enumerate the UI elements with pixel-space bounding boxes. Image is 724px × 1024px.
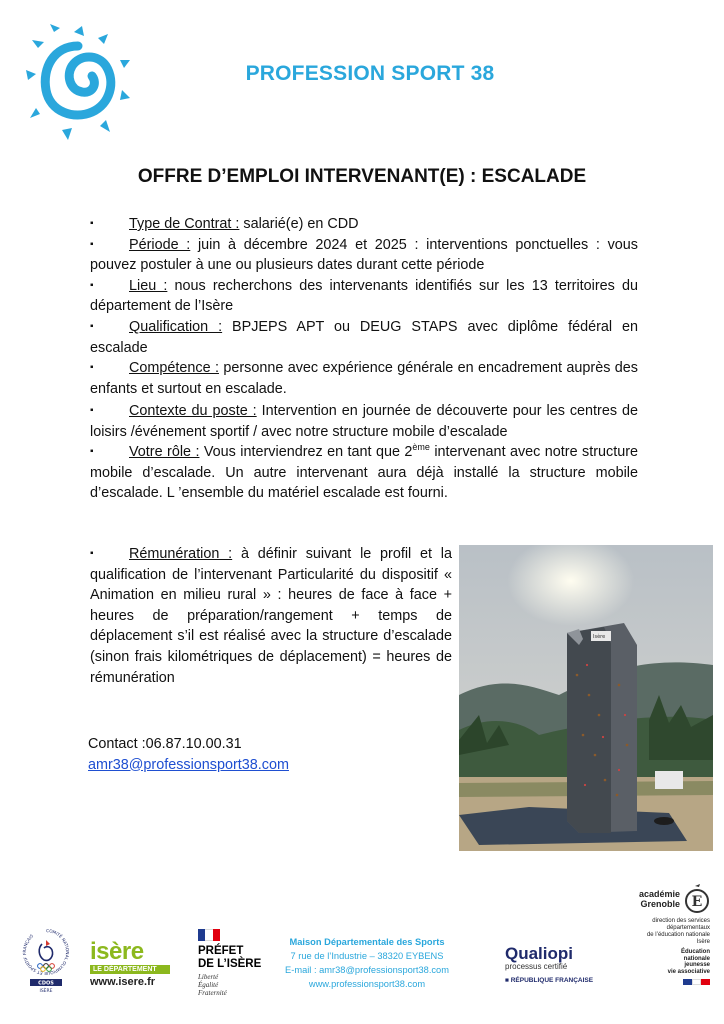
item-label: Contexte du poste : bbox=[129, 403, 257, 419]
item-text: nous recherchons des intervenants identifiés sur les 13 territoires du département de l’Isère bbox=[90, 277, 638, 315]
svg-text:E: E bbox=[691, 894, 703, 910]
climbing-wall-photo bbox=[459, 545, 713, 851]
period-item bbox=[90, 235, 638, 276]
academie-e-icon bbox=[684, 884, 710, 914]
profession-sport-logo bbox=[26, 24, 136, 142]
address-name: Maison Départementale des Sports bbox=[289, 937, 445, 947]
item-label: Compétence : bbox=[129, 360, 219, 377]
cdos-isere-logo bbox=[16, 924, 76, 994]
item-text: personne avec expérience générale en encadrement auprès des enfants et surtout en escalade. bbox=[90, 360, 638, 397]
context-item bbox=[90, 401, 638, 442]
item-label: Lieu : bbox=[129, 277, 168, 294]
academie-line2: Grenoble bbox=[640, 899, 680, 909]
role-item bbox=[90, 442, 638, 504]
qualiopi-sub: processus certifié bbox=[505, 962, 568, 971]
academie-grenoble-logo bbox=[610, 884, 710, 985]
item-text: BPJEPS APT ou DEUG STAPS avec diplôme fédéral en escalade bbox=[90, 318, 638, 356]
qualification-item bbox=[90, 317, 638, 358]
role-section bbox=[90, 401, 638, 504]
isere-department-logo bbox=[90, 940, 170, 988]
remuneration-section bbox=[90, 544, 452, 688]
academie-e4: vie associative bbox=[667, 968, 710, 975]
academie-sub2: départementaux bbox=[666, 925, 710, 931]
wall-sign: Isère bbox=[593, 634, 606, 640]
item-text: juin à décembre 2024 et 2025 : interventions ponctuelles : vous pouvez postuler à une ou plusieurs dates durant cette période bbox=[90, 236, 638, 274]
contact-phone: Contact :06.87.10.00.31 bbox=[88, 736, 242, 752]
item-text: intervenant avec notre structure mobile d’escalade. Un autre intervenant aura déjà installé la structure mobile d’escalade. L ’ensemble du matériel escalade est fourni. bbox=[90, 444, 639, 502]
offer-title: OFFRE D’EMPLOI INTERVENANT(E) : ESCALADE bbox=[137, 166, 587, 187]
prefet-line2: DE L’ISÈRE bbox=[198, 957, 262, 970]
remuneration-item bbox=[90, 544, 452, 688]
academie-sub3: de l’éducation nationale bbox=[646, 932, 710, 938]
item-text: Vous interviendrez en tant que 2 bbox=[199, 444, 413, 461]
isere-band: LE DÉPARTEMENT bbox=[90, 965, 170, 974]
contact-section bbox=[88, 734, 289, 775]
item-label: Type de Contrat : bbox=[129, 216, 240, 232]
ordinal-superscript: ème bbox=[412, 442, 430, 453]
qualiopi-word: Qualiopi bbox=[505, 944, 573, 963]
footer-address bbox=[264, 935, 470, 991]
academie-line1: académie bbox=[638, 889, 680, 899]
item-text: à définir suivant le profil et la qualification de l’intervenant Particularité du dispositif « Animation en milieu rural » : heures de face à face + heures de préparation/rangement + temps de déplacement s’il est réalisé avec la structure d’escalade (sinon frais kilométriques de déplacement) = heures de rémunération bbox=[90, 546, 452, 686]
item-text: Intervention en journée de découverte pour les centres de loisirs /événement sportif / avec notre structure mobile d’escalade bbox=[90, 403, 638, 440]
isere-url: www.isere.fr bbox=[90, 976, 156, 988]
motto-fraternite: Fraternité bbox=[198, 989, 227, 997]
cdos-name: CDOS bbox=[38, 980, 54, 987]
motto-egalite: Égalité bbox=[198, 981, 219, 989]
job-details-section bbox=[90, 214, 638, 399]
bullet: ▪ bbox=[90, 279, 94, 291]
address-web: www.professionsport38.com bbox=[308, 979, 426, 989]
bullet: ▪ bbox=[90, 446, 94, 458]
item-label: Votre rôle : bbox=[129, 444, 200, 461]
bullet: ▪ bbox=[90, 218, 94, 229]
bullet: ▪ bbox=[90, 548, 94, 559]
item-label: Période : bbox=[129, 236, 191, 253]
item-label: Qualification : bbox=[129, 318, 223, 335]
qualiopi-logo bbox=[505, 944, 605, 984]
academie-e3: jeunesse bbox=[684, 962, 710, 968]
org-title: PROFESSION SPORT 38 bbox=[245, 62, 495, 85]
item-text: salarié(e) en CDD bbox=[239, 216, 359, 232]
bullet: ▪ bbox=[90, 405, 94, 416]
address-email: E-mail : amr38@professionsport38.com bbox=[285, 965, 449, 975]
qualiopi-republique: ■ RÉPUBLIQUE FRANÇAISE bbox=[505, 977, 594, 984]
academie-sub4: Isère bbox=[696, 939, 710, 945]
cdos-ring-textpath: COMITÉ NATIONAL OLYMPIQUE ET SPORTIF FRANÇAIS bbox=[21, 927, 70, 977]
item-label: Rémunération : bbox=[129, 546, 233, 562]
bullet: ▪ bbox=[90, 362, 94, 374]
academie-flag-icon bbox=[610, 979, 710, 985]
bullet: ▪ bbox=[90, 320, 94, 332]
competence-item bbox=[90, 358, 638, 399]
location-item bbox=[90, 276, 638, 317]
prefet-line1: PRÉFET bbox=[198, 945, 244, 957]
cdos-sub: ISÈRE bbox=[39, 989, 53, 994]
french-flag-icon bbox=[198, 929, 220, 941]
contract-type-item bbox=[90, 214, 638, 235]
contact-email-link[interactable]: amr38@professionsport38.com bbox=[88, 756, 289, 773]
prefet-isere-logo bbox=[198, 929, 268, 997]
academie-sub1: direction des services bbox=[652, 918, 710, 924]
bullet: ▪ bbox=[90, 238, 94, 250]
academie-e1: Éducation bbox=[680, 949, 710, 955]
academie-e2: nationale bbox=[683, 955, 710, 962]
address-street: 7 rue de l’Industrie – 38320 EYBENS bbox=[290, 951, 444, 961]
motto-liberte: Liberté bbox=[198, 973, 219, 981]
isere-word: isère bbox=[90, 938, 144, 965]
